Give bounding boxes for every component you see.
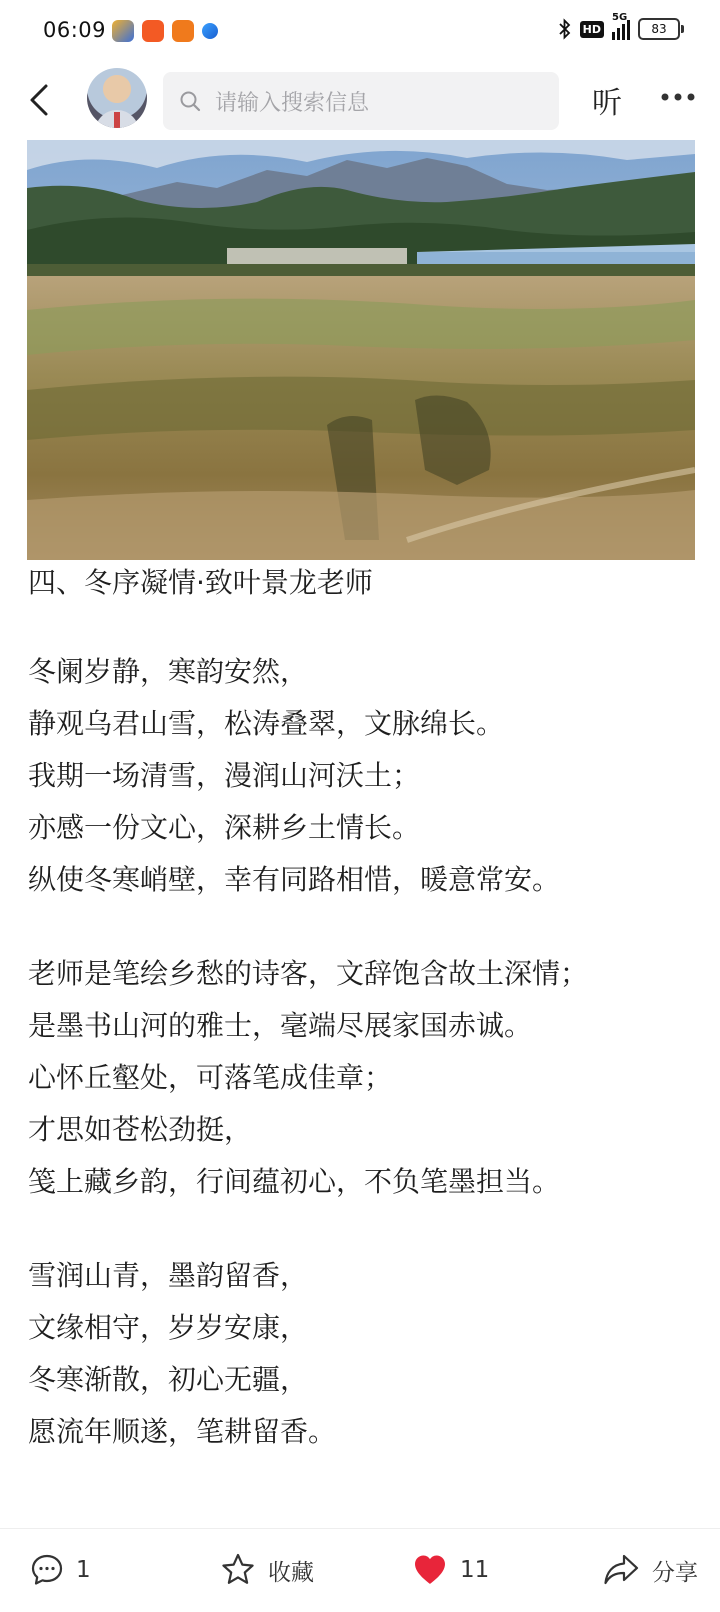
poem-stanza (28, 948, 698, 1208)
poem-line: 我期一场清雪，漫润山河沃土； (28, 759, 421, 792)
comment-count: 1 (76, 1557, 91, 1583)
status-indicators (558, 12, 680, 40)
bluetooth-icon (558, 18, 572, 40)
search-placeholder: 请输入搜索信息 (215, 90, 370, 116)
search-icon (179, 90, 201, 112)
poem-line: 文缘相守，岁岁安康， (28, 1311, 309, 1344)
network-type-label: 5G (612, 12, 628, 23)
back-arrow-icon[interactable] (24, 78, 58, 122)
poem-line: 心怀丘壑处，可落笔成佳章； (28, 1061, 393, 1094)
star-icon (220, 1552, 256, 1588)
more-options-icon[interactable] (660, 90, 696, 104)
signal-icon (612, 12, 630, 40)
poem-line: 亦感一份文心，深耕乡土情长。 (28, 811, 421, 844)
top-nav (0, 64, 720, 140)
battery-icon: 83 (638, 18, 680, 40)
listen-button[interactable]: 听 (592, 86, 622, 121)
collect-label: 收藏 (268, 1559, 314, 1586)
article-body (28, 562, 698, 1458)
comment-button[interactable] (30, 1549, 91, 1591)
poem-line: 纵使冬寒峭壁，幸有同路相惜，暖意常安。 (28, 863, 561, 896)
collect-button[interactable] (220, 1549, 314, 1591)
app-notification-icon (172, 20, 194, 42)
hd-badge: HD (580, 21, 604, 38)
comment-icon (30, 1553, 64, 1587)
article-title: 四、冬序凝情·致叶景龙老师 (28, 566, 373, 599)
like-count: 11 (460, 1557, 490, 1583)
poem-line: 冬阑岁静，寒韵安然， (28, 655, 309, 688)
heart-icon (412, 1553, 448, 1587)
share-label: 分享 (652, 1559, 698, 1586)
poem-line: 笺上藏乡韵，行间蕴初心，不负笔墨担当。 (28, 1165, 561, 1198)
app-notification-icon (202, 23, 218, 39)
app-notification-icon (142, 20, 164, 42)
article-photo[interactable] (27, 140, 695, 560)
poem-line: 愿流年顺遂，笔耕留香。 (28, 1415, 337, 1448)
share-button[interactable] (602, 1549, 698, 1591)
poem-line: 老师是笔绘乡愁的诗客，文辞饱含故土深情； (28, 957, 589, 990)
status-bar (0, 0, 720, 64)
search-input[interactable] (163, 72, 559, 130)
share-icon (602, 1552, 640, 1588)
poem-line: 静观乌君山雪，松涛叠翠，文脉绵长。 (28, 707, 505, 740)
poem-stanza (28, 1250, 698, 1458)
avatar[interactable] (87, 68, 147, 128)
bottom-action-bar (0, 1528, 720, 1612)
status-time: 06:09 (43, 18, 107, 42)
poem-line: 冬寒渐散，初心无疆， (28, 1363, 309, 1396)
like-button[interactable] (412, 1549, 489, 1591)
poem-line: 是墨书山河的雅士，毫端尽展家国赤诚。 (28, 1009, 533, 1042)
poem-stanza (28, 646, 698, 906)
poem-line: 雪润山青，墨韵留香， (28, 1259, 309, 1292)
app-notification-icon (112, 20, 134, 42)
poem-line: 才思如苍松劲挺， (28, 1113, 253, 1146)
notification-icons (112, 20, 218, 42)
